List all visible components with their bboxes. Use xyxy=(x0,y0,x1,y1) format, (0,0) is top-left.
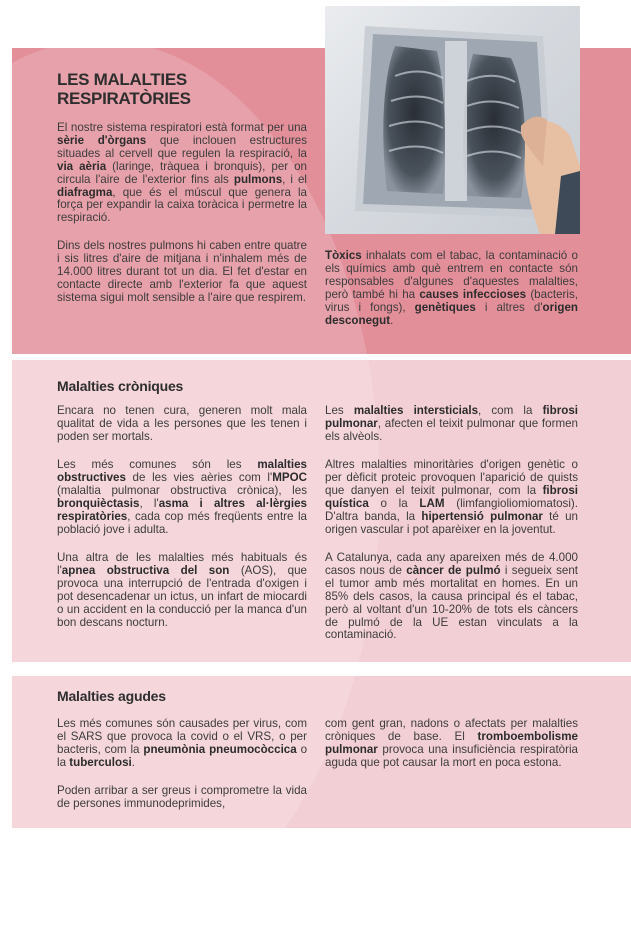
bold-term: Tòxics xyxy=(325,249,362,262)
bold-term: fibrosi pulmonar xyxy=(325,404,578,430)
text-run: El nostre sistema respiratori està format per una xyxy=(57,121,307,134)
bold-term: pneumònia pneumocòccica xyxy=(143,742,297,756)
intro-paragraph-2 xyxy=(57,240,307,305)
text-run: , cada cop més freqüents entre la població jove i adulta. xyxy=(57,509,307,536)
text-run: (AOS), que provoca una interrupció de l'entrada d'oxigen i pot desencadenar un ictus, un infart de miocardi o un accident en la conducció per la manca d'un bon descans nocturn. xyxy=(57,563,308,629)
acute-paragraph-2 xyxy=(57,785,307,811)
text-run: i segueix sent el tumor amb més mortalitat en homes. En un 85% dels casos, la causa principal és el tabac, però al voltant d'un 10-20% de tots els càncers de pulmó de la UE estan vinculats a la contaminació. xyxy=(325,563,578,642)
chronic-paragraph-4 xyxy=(325,405,578,444)
chronic-paragraph-6 xyxy=(325,552,578,642)
text-run: (laringe, tràquea i bronquis), per on circula l'aire de l'exterior fins als xyxy=(57,159,307,186)
bold-term: fibrosi quística xyxy=(325,483,578,510)
text-run: Dins dels nostres pulmons hi caben entre quatre i sis litres d'aire de mitjana i n'inhalem més de 14.000 litres durant tot un dia. El fet d'estar en contacte directe amb l'exterior fa que aquest sistema sigui molt sensible a l'aire que respirem. xyxy=(57,239,307,304)
bold-term: tuberculosi xyxy=(69,755,132,769)
text-run: (bacteris, virus i fongs), xyxy=(325,287,579,314)
text-run: o la xyxy=(57,742,308,769)
chronic-paragraph-1 xyxy=(57,405,307,444)
text-run: , que és el múscul que genera la força per expandir la caixa toràcica i permetre la respiració. xyxy=(57,185,307,225)
text-run: provoca una insuficiència respiratòria aguda que pot causar la mort en poca estona. xyxy=(325,742,578,769)
bold-term: sèrie d'òrgans xyxy=(57,133,147,147)
bold-term: malalties intersticials xyxy=(353,404,479,417)
text-run: té un origen vascular i pot aparèixer en la joventut. xyxy=(325,509,578,536)
bold-term: hipertensió pulmonar xyxy=(421,509,543,523)
text-run: inhalats com el tabac, la contaminació o els químics amb què entrem en contacte són responsables d'algunes d'aquestes malalties, però també hi ha xyxy=(325,249,578,301)
title-line-1: LES MALALTIES xyxy=(57,70,187,89)
bold-term: origen desconegut xyxy=(325,300,578,327)
bold-term: apnea obstructiva del son xyxy=(61,563,230,577)
text-run: (malaltia pulmonar obstructiva crònica), les xyxy=(57,483,307,497)
bold-term: tromboembolisme pulmonar xyxy=(325,729,578,756)
xray-photo xyxy=(325,6,580,234)
bold-term: càncer de pulmó xyxy=(406,563,501,577)
text-run: . xyxy=(131,755,135,769)
text-run: A Catalunya, cada any apareixen més de 4.000 casos nous de xyxy=(325,551,578,577)
acute-paragraph-1 xyxy=(57,718,307,770)
title-line-2: RESPIRATÒRIES xyxy=(57,89,191,108)
text-run: , afecten el teixit pulmonar que formen els alvèols. xyxy=(325,416,578,443)
chronic-paragraph-3 xyxy=(57,552,307,629)
acute-heading: Malalties agudes xyxy=(57,688,166,704)
text-run: com gent gran, nadons o afectats per malalties cròniques de base. El xyxy=(325,717,578,743)
text-run: Una altra de les malalties més habituals és l' xyxy=(57,551,307,577)
text-run: Les més comunes són les xyxy=(57,458,258,471)
text-run: . xyxy=(390,313,394,327)
text-run: , i el xyxy=(282,172,307,186)
bold-term: LAM xyxy=(419,496,445,510)
text-run: (limfangioliomiomatosi). D'altra banda, la xyxy=(325,496,578,523)
text-run: o la xyxy=(368,496,420,510)
bold-term: bronquièctasis xyxy=(57,496,140,510)
bold-term: MPOC xyxy=(272,470,307,484)
bold-term: genètiques xyxy=(414,300,476,314)
text-run: Poden arribar a ser greus i comprometre la vida de persones immunodeprimides, xyxy=(57,784,307,810)
bold-term: diafragma xyxy=(57,185,113,199)
text-run: , l' xyxy=(139,496,159,510)
intro-paragraph-3 xyxy=(325,250,578,327)
text-run: Les xyxy=(325,404,354,417)
bold-term: malalties obstructives xyxy=(57,458,307,484)
intro-paragraph-1 xyxy=(57,122,307,225)
acute-paragraph-3 xyxy=(325,718,578,770)
chronic-heading: Malalties cròniques xyxy=(57,378,184,394)
text-run: de les vies aèries com l' xyxy=(125,470,273,484)
text-run: Encara no tenen cura, generen molt mala qualitat de vida a les persones que les tenen i poden ser mortals. xyxy=(57,404,307,443)
text-run: que inclouen estructures situades al cervell que regulen la respiració, la xyxy=(57,133,308,160)
bold-term: asma i altres al·lèrgies respiratòries xyxy=(57,496,308,523)
text-run: Les més comunes són causades per virus, com el SARS que provoca la covid o el VRS, o per bacteris, com la xyxy=(57,717,307,756)
page-title xyxy=(57,70,191,108)
bold-term: causes infeccioses xyxy=(419,287,527,301)
text-run: Altres malalties minoritàries d'origen genètic o per dèficit proteic provoquen l'aparició de quists que danyen el teixit pulmonar, com la xyxy=(325,458,578,497)
bold-term: pulmons xyxy=(233,172,283,186)
chronic-paragraph-2 xyxy=(57,459,307,536)
chronic-paragraph-5 xyxy=(325,459,578,536)
text-run: , com la xyxy=(478,404,543,417)
bold-term: via aèria xyxy=(57,159,107,173)
text-run: i altres d' xyxy=(475,300,543,314)
